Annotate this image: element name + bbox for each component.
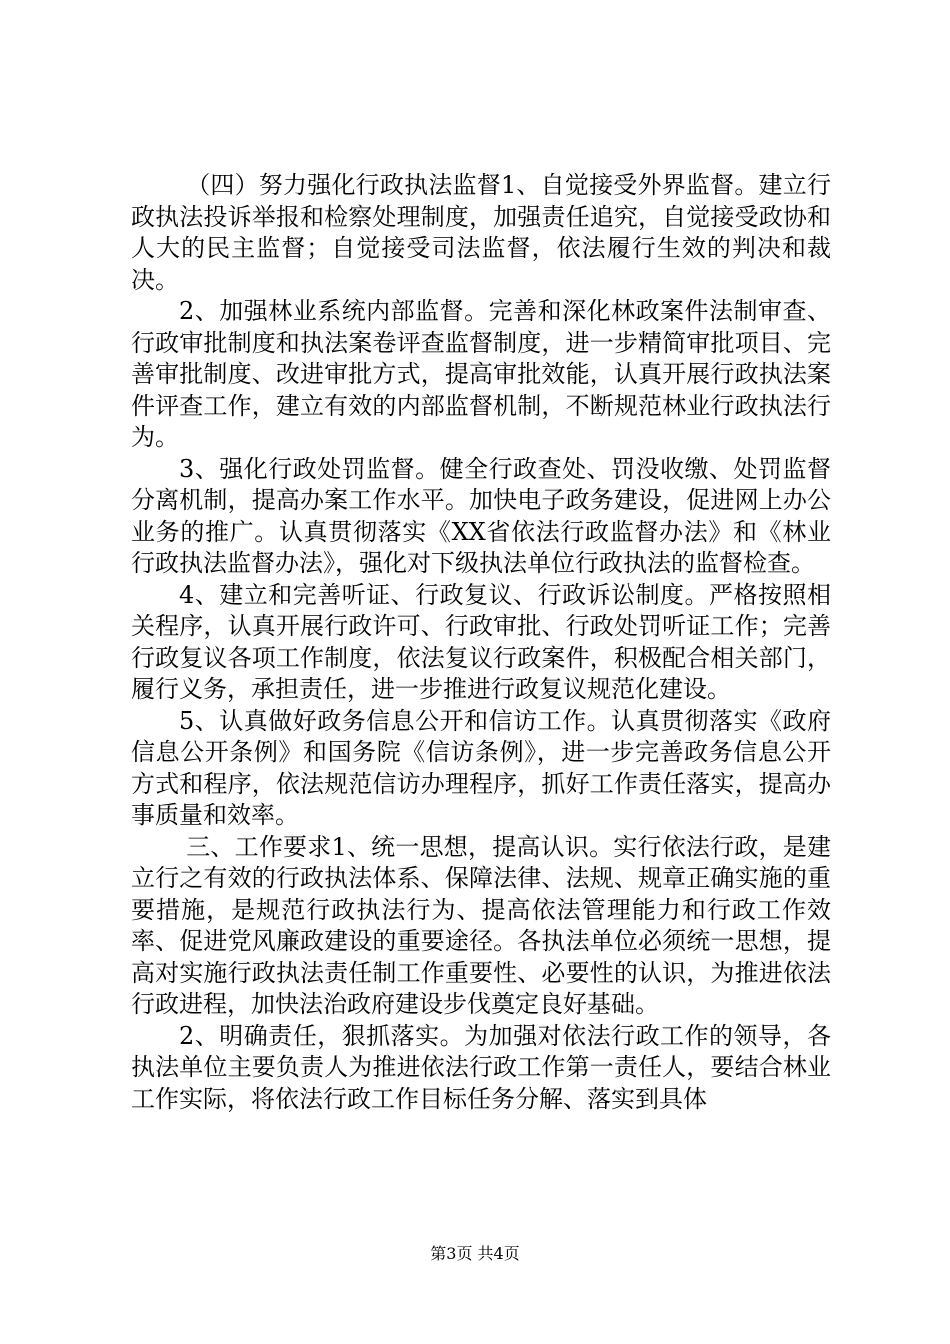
page-footer: 第3页 共4页	[430, 1244, 520, 1263]
paragraph-5: 5、认真做好政务信息公开和信访工作。认真贯彻落实《政府信息公开条例》和国务院《信访条例》，进一步完善政务信息公开方式和程序，依法规范信访办理程序，抓好工作责任落实，提高办事质量和效率。	[131, 706, 831, 829]
paragraph-3: 3、强化行政处罚监督。健全行政查处、罚没收缴、处罚监督分离机制，提高办案工作水平。加快电子政务建设，促进网上办公业务的推广。认真贯彻落实《XX省依法行政监督办法》和《林业行政执法监督办法》，强化对下级执法单位行政执法的监督检查。	[131, 454, 831, 577]
paragraph-6: 三、工作要求1、统一思想，提高认识。实行依法行政，是建立行之有效的行政执法体系、保障法律、法规、规章正确实施的重要措施，是规范行政执法行为、提高依法管理能力和行政工作效率、促进党风廉政建设的重要途径。各执法单位必须统一思想，提高对实施行政执法责任制工作重要性、必要性的认识，为推进依法行政进程，加快法治政府建设步伐奠定良好基础。	[131, 832, 831, 1018]
paragraph-4: 4、建立和完善听证、行政复议、行政诉讼制度。严格按照相关程序，认真开展行政许可、行政审批、行政处罚听证工作；完善行政复议各项工作制度，依法复议行政案件，积极配合相关部门，履行义务，承担责任，进一步推进行政复议规范化建设。	[131, 580, 831, 703]
document-body	[131, 170, 831, 1115]
paragraph-7: 2、明确责任，狠抓落实。为加强对依法行政工作的领导，各执法单位主要负责人为推进依法行政工作第一责任人，要结合林业工作实际，将依法行政工作目标任务分解、落实到具体	[131, 1021, 831, 1113]
paragraph-2: 2、加强林业系统内部监督。完善和深化林政案件法制审查、行政审批制度和执法案卷评查监督制度，进一步精简审批项目、完善审批制度、改进审批方式，提高审批效能，认真开展行政执法案件评查工作，建立有效的内部监督机制，不断规范林业行政执法行为。	[131, 297, 831, 451]
paragraph-1: （四）努力强化行政执法监督1、自觉接受外界监督。建立行政执法投诉举报和检察处理制度，加强责任追究，自觉接受政协和人大的民主监督；自觉接受司法监督，依法履行生效的判决和裁决。	[131, 171, 831, 294]
